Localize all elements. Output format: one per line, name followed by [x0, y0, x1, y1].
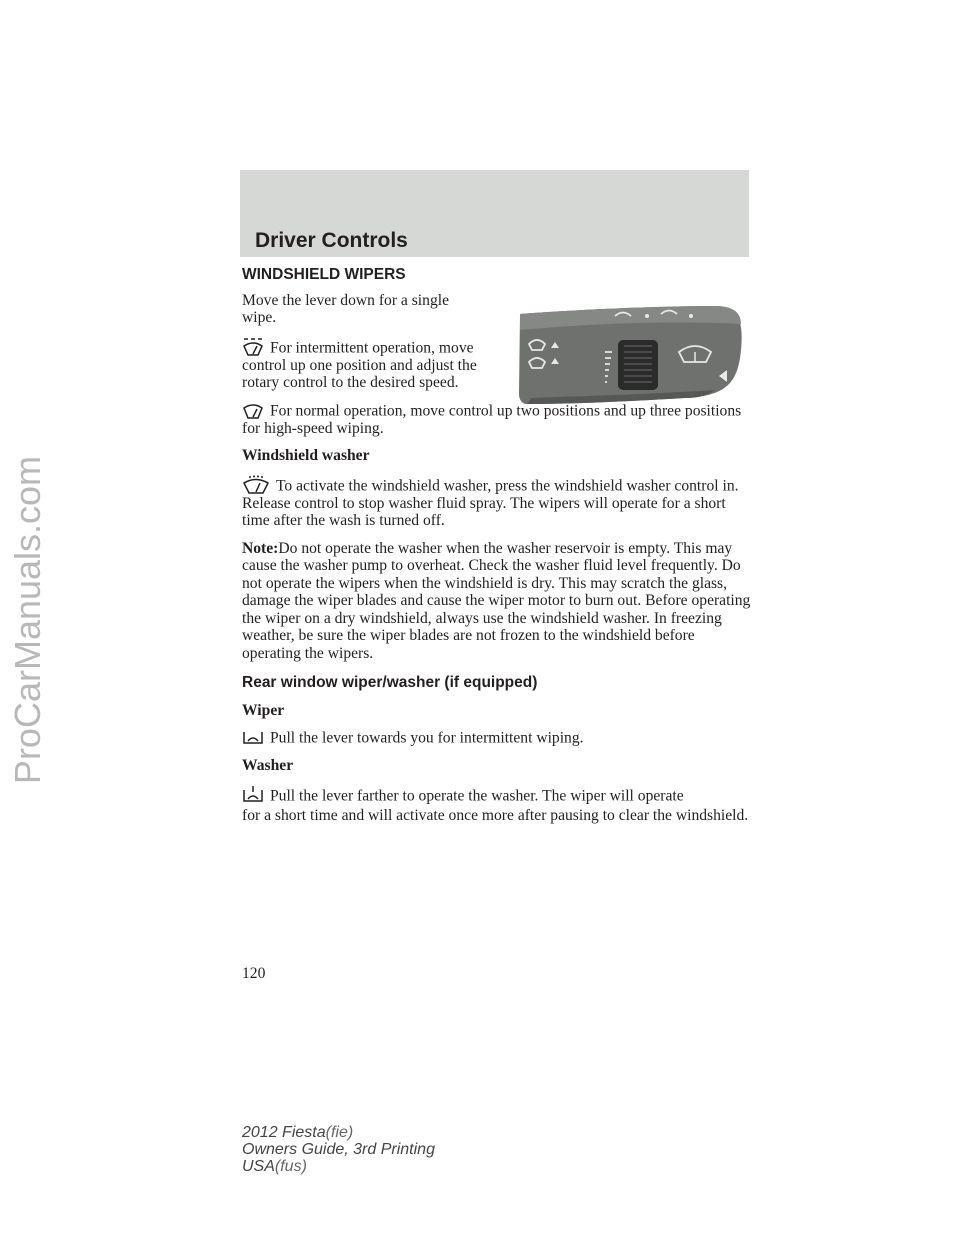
section-title: Driver Controls [255, 229, 408, 252]
watermark [4, 380, 52, 860]
document-footer [242, 1124, 435, 1175]
footer-model: 2012 Fiesta [242, 1124, 326, 1141]
footer-guide: Owners Guide, 3rd Printing [242, 1141, 435, 1158]
normal-wiper-icon [242, 402, 264, 420]
rear-washer-text-2: for a short time and will activate once more after pausing to clear the windshield. [242, 806, 749, 824]
single-wipe-text: Move the lever down for a single wipe. [242, 291, 449, 326]
page-number: 120 [242, 965, 266, 982]
watermark-text: ProCarManuals.com [7, 455, 48, 785]
rear-washer-icon [242, 785, 264, 805]
wipers-heading: WINDSHIELD WIPERS [242, 266, 406, 283]
rear-washer-label: Washer [242, 757, 294, 774]
windshield-washer-icon [242, 475, 270, 495]
washer-heading: Windshield washer [242, 447, 370, 464]
rear-wiper-label: Wiper [242, 701, 285, 719]
rear-wiper-text: Pull the lever towards you for intermittent wiping. [270, 729, 584, 747]
rear-washer-text-1: Pull the lever farther to operate the washer. The wiper will operate [270, 787, 684, 804]
footer-model-code: (fie) [325, 1124, 354, 1141]
normal-paragraph [242, 402, 754, 438]
intermittent-paragraph [242, 337, 477, 392]
washer-paragraph [242, 475, 754, 530]
normal-text: For normal operation, move control up two positions and up three positions for high-speed wiping. [242, 402, 742, 437]
intermittent-text: For intermittent operation, move control up one position and adjust the rotary control to the desired speed. [242, 339, 477, 391]
note-text: Do not operate the washer when the washer reservoir is empty. This may cause the washer pump to overheat. Check the washer fluid level frequently. Do not operate the wipers when the windshield is dry. This may scratch the glass, damage the wiper blades and cause the wiper motor to burn out. Before operating the wiper on a dry windshield, always use the windshield washer. In freezing weather, be sure the wiper blades are not frozen to the windshield before operating the wipers. [242, 539, 751, 662]
note-paragraph [242, 540, 754, 663]
rear-washer-paragraph [242, 785, 754, 805]
rear-wiper-icon [242, 729, 264, 747]
rear-heading: Rear window wiper/washer (if equipped) [242, 674, 538, 691]
footer-region-code: (fus) [274, 1158, 307, 1175]
intermittent-wiper-icon [242, 337, 264, 357]
page-body [242, 266, 754, 824]
section-header [240, 170, 749, 257]
footer-region: USA [242, 1158, 275, 1175]
note-label: Note: [242, 539, 279, 557]
rear-wiper-paragraph [242, 729, 754, 747]
washer-text: To activate the windshield washer, press the windshield washer control in. Release control to stop washer fluid spray. The wipers will operate for a short time after the wash is turned off. [242, 477, 739, 529]
